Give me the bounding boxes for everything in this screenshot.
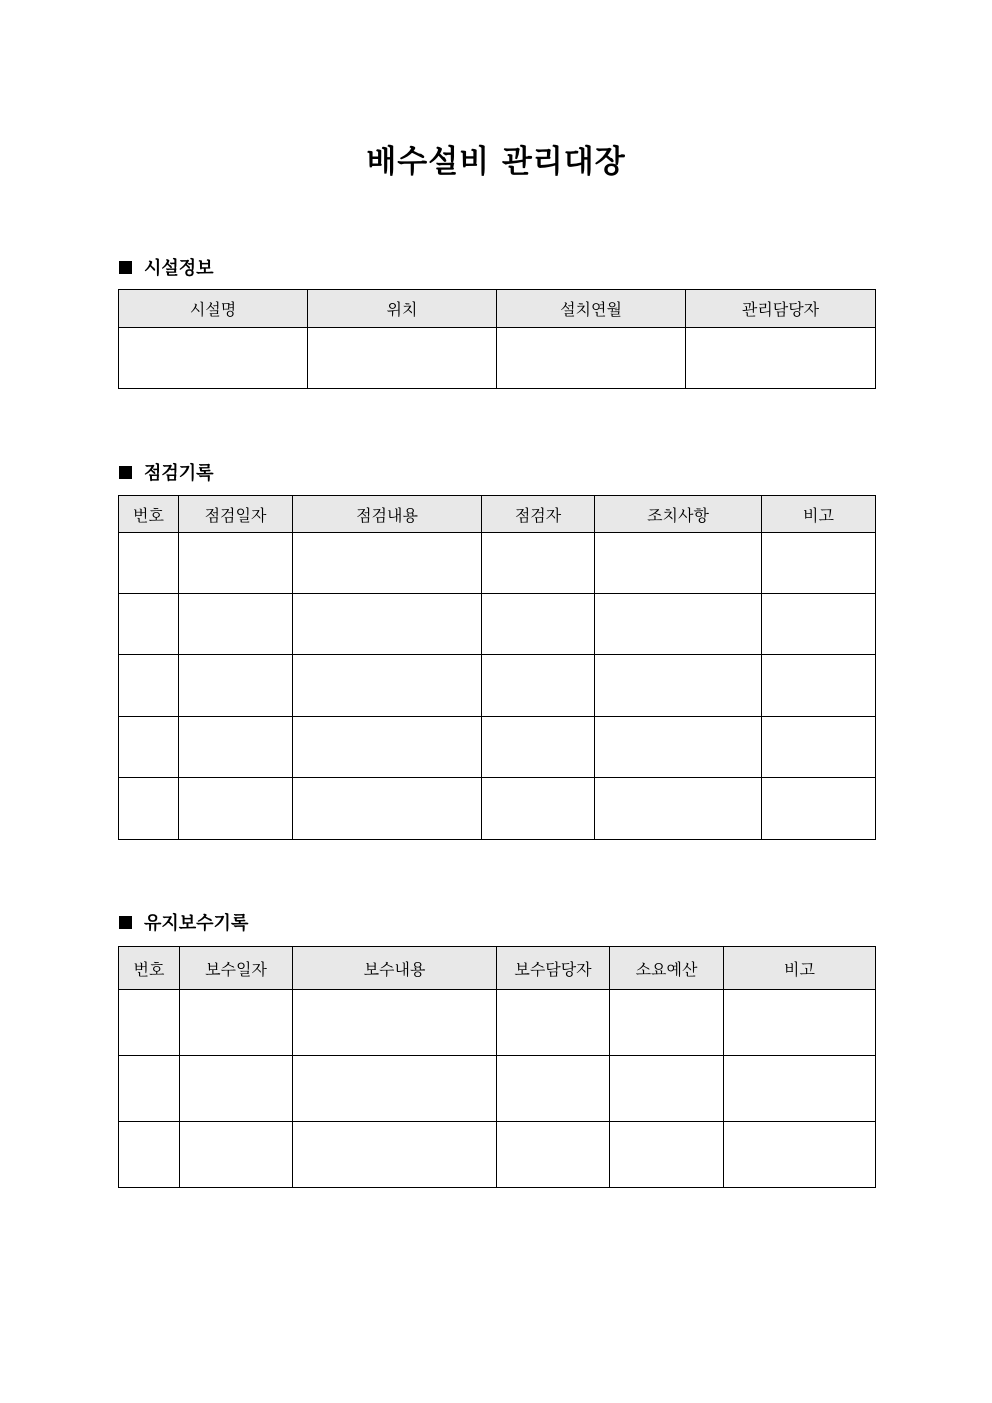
section-title-maintenance: 유지보수기록 <box>144 913 249 934</box>
square-bullet-icon <box>119 261 132 274</box>
table-row <box>119 328 876 389</box>
header-cell: 보수내용 <box>293 947 497 990</box>
input-cell[interactable] <box>497 328 686 389</box>
input-cell[interactable] <box>180 990 293 1056</box>
facility-header-row <box>119 290 876 328</box>
input-cell[interactable] <box>595 594 762 655</box>
header-cell: 점검자 <box>482 496 595 533</box>
input-cell[interactable] <box>482 655 595 717</box>
input-cell[interactable] <box>293 594 482 655</box>
header-cell: 번호 <box>119 496 179 533</box>
section-title-facility: 시설정보 <box>144 258 214 279</box>
input-cell[interactable] <box>482 533 595 594</box>
input-cell[interactable] <box>762 717 876 778</box>
input-cell[interactable] <box>293 1122 497 1188</box>
header-cell: 번호 <box>119 947 180 990</box>
section-heading-maintenance <box>119 909 248 935</box>
square-bullet-icon <box>119 466 132 479</box>
section-heading-inspection <box>119 459 214 485</box>
table-row <box>119 655 876 717</box>
inspection-header-row <box>119 496 876 533</box>
header-cell: 보수담당자 <box>497 947 610 990</box>
input-cell[interactable] <box>724 1122 876 1188</box>
input-cell[interactable] <box>595 778 762 840</box>
header-cell: 설치연월 <box>497 290 686 328</box>
table-row <box>119 778 876 840</box>
input-cell[interactable] <box>497 1056 610 1122</box>
input-cell[interactable] <box>482 717 595 778</box>
header-cell: 보수일자 <box>180 947 293 990</box>
header-cell: 관리담당자 <box>686 290 876 328</box>
input-cell[interactable] <box>119 328 308 389</box>
header-cell: 시설명 <box>119 290 308 328</box>
input-cell[interactable] <box>293 778 482 840</box>
input-cell[interactable] <box>119 533 179 594</box>
input-cell[interactable] <box>724 990 876 1056</box>
input-cell[interactable] <box>293 990 497 1056</box>
input-cell[interactable] <box>293 533 482 594</box>
input-cell[interactable] <box>686 328 876 389</box>
maintenance-table <box>118 946 876 1188</box>
input-cell[interactable] <box>293 1056 497 1122</box>
input-cell[interactable] <box>179 594 293 655</box>
facility-table <box>118 289 876 389</box>
input-cell[interactable] <box>180 1122 293 1188</box>
input-cell[interactable] <box>497 990 610 1056</box>
input-cell[interactable] <box>762 655 876 717</box>
input-cell[interactable] <box>179 655 293 717</box>
header-cell: 비고 <box>724 947 876 990</box>
input-cell[interactable] <box>180 1056 293 1122</box>
input-cell[interactable] <box>179 778 293 840</box>
input-cell[interactable] <box>762 533 876 594</box>
input-cell[interactable] <box>179 533 293 594</box>
input-cell[interactable] <box>119 990 180 1056</box>
input-cell[interactable] <box>610 990 724 1056</box>
table-row <box>119 1122 876 1188</box>
table-row <box>119 990 876 1056</box>
inspection-table <box>118 495 876 840</box>
input-cell[interactable] <box>308 328 497 389</box>
input-cell[interactable] <box>762 594 876 655</box>
input-cell[interactable] <box>762 778 876 840</box>
input-cell[interactable] <box>293 655 482 717</box>
input-cell[interactable] <box>179 717 293 778</box>
input-cell[interactable] <box>497 1122 610 1188</box>
input-cell[interactable] <box>119 655 179 717</box>
table-row <box>119 594 876 655</box>
input-cell[interactable] <box>119 1056 180 1122</box>
input-cell[interactable] <box>595 655 762 717</box>
maintenance-header-row <box>119 947 876 990</box>
header-cell: 점검내용 <box>293 496 482 533</box>
header-cell: 점검일자 <box>179 496 293 533</box>
header-cell: 비고 <box>762 496 876 533</box>
input-cell[interactable] <box>119 594 179 655</box>
header-cell: 위치 <box>308 290 497 328</box>
header-cell: 소요예산 <box>610 947 724 990</box>
input-cell[interactable] <box>482 594 595 655</box>
header-cell: 조치사항 <box>595 496 762 533</box>
table-row <box>119 533 876 594</box>
square-bullet-icon <box>119 916 132 929</box>
section-heading-facility <box>119 254 214 280</box>
input-cell[interactable] <box>482 778 595 840</box>
page-title: 배수설비 관리대장 <box>366 144 626 180</box>
input-cell[interactable] <box>724 1056 876 1122</box>
input-cell[interactable] <box>610 1122 724 1188</box>
table-row <box>119 717 876 778</box>
input-cell[interactable] <box>610 1056 724 1122</box>
input-cell[interactable] <box>293 717 482 778</box>
input-cell[interactable] <box>595 717 762 778</box>
input-cell[interactable] <box>119 778 179 840</box>
input-cell[interactable] <box>595 533 762 594</box>
input-cell[interactable] <box>119 717 179 778</box>
section-title-inspection: 점검기록 <box>144 463 214 484</box>
input-cell[interactable] <box>119 1122 180 1188</box>
table-row <box>119 1056 876 1122</box>
